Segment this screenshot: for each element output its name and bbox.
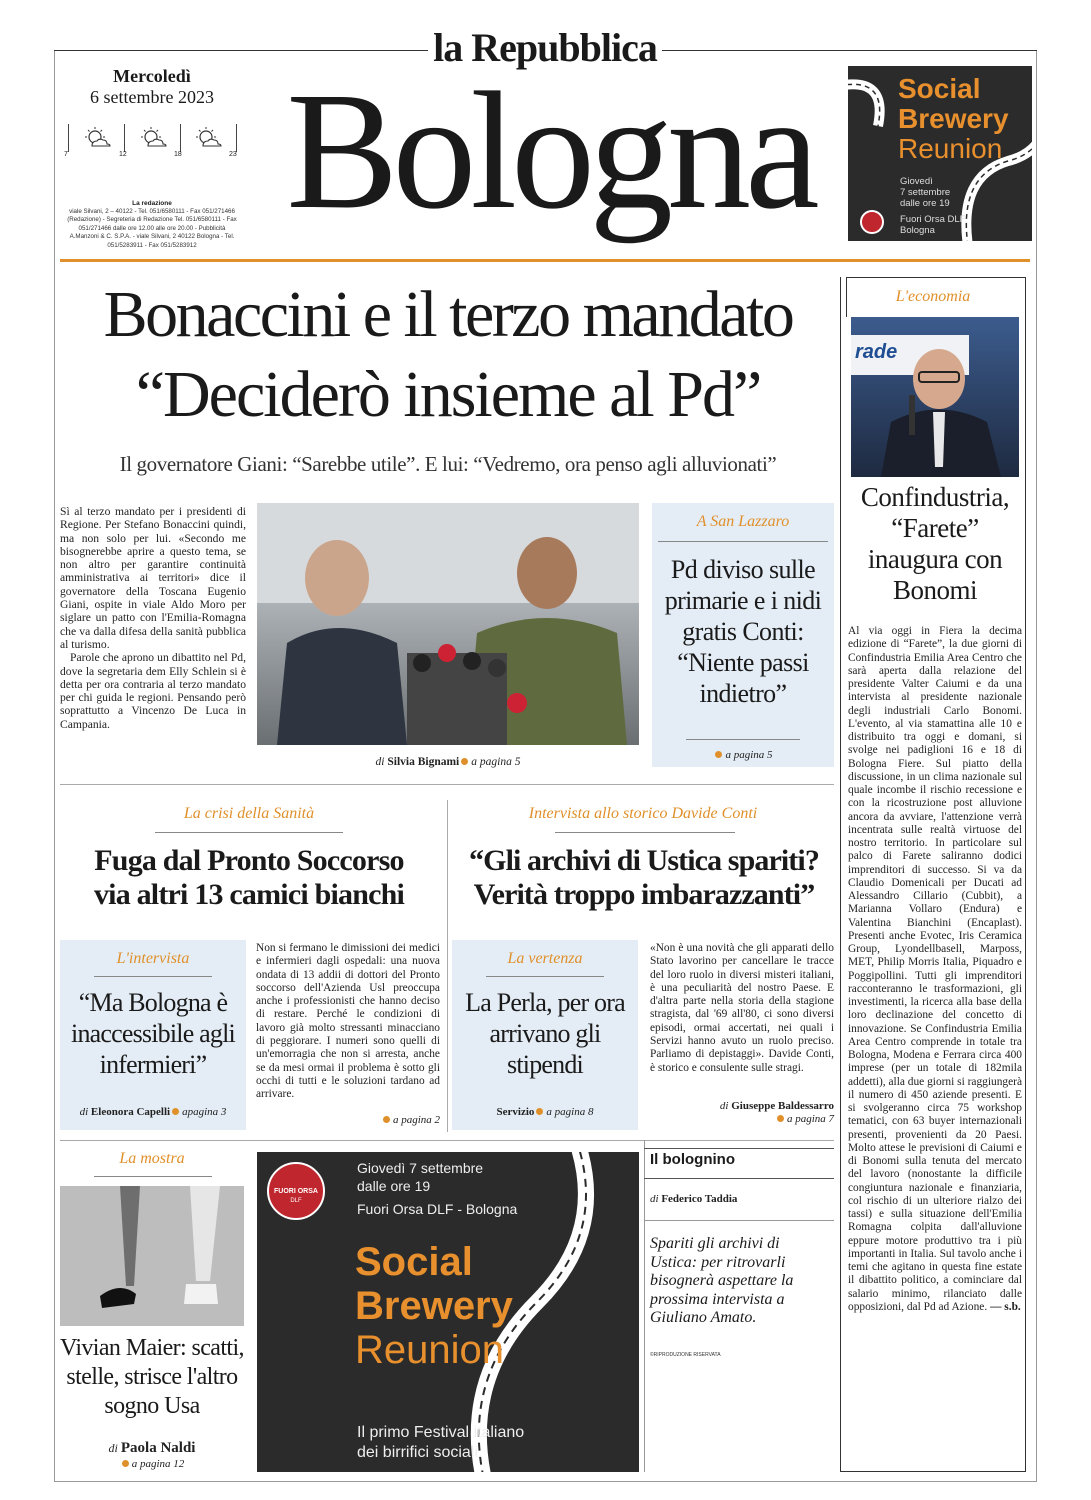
ad-info: dalle ore 19 <box>357 1178 431 1194</box>
byline-author: Giuseppe Baldessarro <box>731 1100 834 1112</box>
ad-title-reunion: Reunion <box>898 133 1003 164</box>
sun-cloud-icon <box>191 126 225 150</box>
page-ref[interactable]: a pagina 5 <box>725 749 773 761</box>
san-lazzaro-panel <box>652 503 834 767</box>
intervista-kicker: L'intervista <box>116 950 190 967</box>
vertenza-kicker: La vertenza <box>507 950 583 967</box>
page-ref[interactable]: a pagina 5 <box>471 756 521 768</box>
lead-body-p2: Parole che aprono un dibattito nel Pd, dove la segretaria dem Elly Schlein si è detta per ora contraria al terzo mandato per chi guida le regioni. Pensando però soprattutto a Vincenzo De Luca in Campania. <box>60 651 246 731</box>
logo-text: FUORI ORSA <box>274 1188 318 1195</box>
bullet-icon <box>172 1108 179 1115</box>
sanita-headline-2[interactable]: via altri 13 camici bianchi <box>93 878 405 911</box>
byline-prefix: di <box>375 756 385 768</box>
byline-prefix: di <box>719 1100 729 1112</box>
masthead-line-right <box>662 50 1037 51</box>
economia-body-text: Al via oggi in Fiera la decima edizione di “Farete”, la due giorni di Confindustria Emilia Area Centro che sarà aperta dalla relazione del presidente Valter Caiumi e da una intervista al presidente nazionale degli industriali Carlo Bonomi. L'evento, al via stamattina alle 10 e distribuito tra oggi e domani, si svolge nei padiglioni 16 e 18 di Bologna Fiere. Sul piatto della discussione, in un clima nazionale sul quale incombe il rischio recessione e con la ricostruzione post alluvione ancora da avviare, l'attenzione verrà incentrata sulle realtà virtuose del nostro territorio. In particolare sul palco di Farete saliranno dodici imprenditori di successo. Si va da Claudio Domenicali per Ducati ad Alessandro Cillario (Cubbit), a Marianna Vollaro (Endura) e Valentina Bianchini (Encaplast). Presenti anche Evotec, Iris Ceramica Group, Lyondellbasell, Marposs, MET, Philip Morris Italia, Piquadro e Poggipollini. Tutti gli imprenditori racconteranno le trasformazioni, gli investimenti, la ricerca alla base della loro declinazione del concetto di innovazione. Se Confindustria Emilia Area Centro comprende in totale tra Bologna, Modena e Ferrara circa 400 imprese (per un totale di 182mila addetti), alla due giorni si raggiungerà il numero di 450 aziende presenti. E si svolgeranno circa 75 workshop tematici, con 63 buyer internazionali presenti, provenienti da 20 Paesi. Molto attese le previsioni di Caiumi e di Bonomi sulla tenuta del mercato del lavoro (nonostante la difficile congiuntura nazionale e finanziaria, col rischio di un ulteriore rialzo dei tassi) e sulla situazione dell'Emilia Romagna colpita dall'alluvione eppure motore produttivo tra i più importanti in Italia. Sul tavolo anche i temi che agitano in questa fine estate il dibattito politico, a cominciare dal salario minimo, rilanciato dalle opposizioni, dal Pd ad Azione. <box>848 625 1022 1313</box>
ad-info: Giovedì <box>900 176 933 187</box>
photo-banner-text: rade <box>855 341 898 363</box>
weather-strip <box>64 124 242 158</box>
ad-tagline: Il primo Festival italiano <box>357 1424 525 1441</box>
lead-body <box>60 505 246 731</box>
edition-title: Bologna <box>286 58 814 244</box>
masthead-line-left <box>54 50 428 51</box>
ad-info: dalle ore 19 <box>900 198 950 209</box>
redazione-text: viale Silvani, 2 – 40122 - Tel. 051/6580111 - Fax 051/271466 (Redazione) - Segreteria di Redazione Tel. 051/6580111 - Fax 051/271466 dalle ore 12.00 alle ore 20.00 - Pubblicità A.Manzoni & C. S.P.A. - viale Silvani, 2 40122 Bologna - Tel. 051/5283911 - Fax 051/5283912 <box>67 208 237 249</box>
ad-title-social: Social <box>898 73 981 104</box>
top-ad[interactable] <box>848 66 1032 241</box>
economia-signature: — s.b. <box>990 1300 1021 1313</box>
san-lazzaro-ref <box>652 749 834 761</box>
page-ref[interactable]: a pagina 8 <box>546 1106 594 1118</box>
ustica-headline-2[interactable]: Verità troppo imbarazzanti” <box>473 878 815 911</box>
bullet-icon <box>461 758 468 765</box>
divider <box>644 1220 834 1221</box>
weather-hour: 7 <box>64 151 68 158</box>
weather-hour: 23 <box>229 151 237 158</box>
divider <box>155 832 343 833</box>
ad-title-reunion: Reunion <box>355 1328 505 1372</box>
byline-author: Federico Taddia <box>661 1193 738 1205</box>
ustica-ref <box>650 1113 834 1125</box>
page-ref[interactable]: a pagina 12 <box>131 1458 185 1470</box>
mostra-photo <box>60 1186 244 1326</box>
intervista-byline <box>60 1106 246 1118</box>
sanita-body: Non si fermano le dimissioni dei medici e infermieri dagli ospedali: una nuova ondata di 13 addii di dottori del Pronto soccorso dell'Azienda Usl preoccupa anche i professionisti che hanno deciso di restare. Perché le condizioni di lavoro già molto stressanti minacciano di peggiorare. I numeri sono quelli di un'emorragia che non si arresta, anche se da mesi ormai il problema è sotto gli occhi di tutti e le soluzioni tardano ad arrivare. <box>256 942 440 1101</box>
bullet-icon <box>536 1108 543 1115</box>
sun-cloud-icon <box>136 126 170 150</box>
page-ref[interactable]: apagina 3 <box>182 1106 227 1118</box>
page-ref[interactable]: a pagina 7 <box>786 1113 834 1125</box>
ad-info: 7 settembre <box>900 187 951 198</box>
bottom-ad[interactable] <box>257 1152 639 1472</box>
divider <box>644 1148 834 1149</box>
lead-subhead: Il governatore Giani: “Sarebbe utile”. E lui: “Vedremo, ora penso agli alluvionati” <box>119 452 777 476</box>
date-weekday: Mercoledì <box>113 66 191 86</box>
redazione-title: La redazione <box>132 200 172 207</box>
weather-divider <box>124 124 125 152</box>
san-lazzaro-kicker: A San Lazzaro <box>696 513 790 530</box>
byline-author: Servizio <box>496 1106 535 1118</box>
ad-tagline: dei birrifici sociali. <box>357 1444 483 1461</box>
economia-headline[interactable]: Confindustria, “Farete” inaugura con Bonomi <box>860 482 1010 605</box>
san-lazzaro-headline[interactable]: Pd diviso sulle primarie e i nidi gratis Conti: “Niente passi indietro” <box>664 555 822 708</box>
logo-sub: DLF <box>290 1198 302 1204</box>
vertenza-panel <box>452 940 638 1130</box>
sanita-kicker: La crisi della Sanità <box>183 805 315 822</box>
ad-title-social: Social <box>355 1240 473 1284</box>
speaker-illustration <box>851 317 1019 477</box>
bolognino-title: Il bolognino <box>650 1151 735 1168</box>
press-conference-illustration <box>257 503 639 745</box>
ad-title-brewery: Brewery <box>898 103 1009 134</box>
legs-photo-illustration <box>60 1186 244 1326</box>
divider <box>555 832 735 833</box>
divider <box>94 1176 212 1177</box>
ad-title-brewery: Brewery <box>355 1284 513 1328</box>
ad-venue: Bologna <box>900 225 935 236</box>
weather-divider <box>68 124 69 152</box>
byline-author: Silvia Bignami <box>387 756 460 768</box>
divider <box>686 739 800 740</box>
weather-divider <box>236 124 237 152</box>
ad-info: Giovedì 7 settembre <box>357 1160 484 1176</box>
ustica-byline <box>650 1100 834 1112</box>
sun-cloud-icon <box>80 126 114 150</box>
bullet-icon <box>715 751 722 758</box>
economia-body <box>848 625 1022 1314</box>
date-full: 6 settembre 2023 <box>90 87 214 107</box>
lead-byline <box>257 756 639 768</box>
masthead-rule <box>60 259 1030 262</box>
bullet-icon <box>777 1115 784 1122</box>
ad-venue: Fuori Orsa DLF <box>900 214 966 225</box>
intervista-panel <box>60 940 246 1130</box>
lead-headline-2: “Deciderò insieme al Pd” <box>135 358 761 431</box>
bullet-icon <box>122 1460 129 1467</box>
byline-author: Paola Naldi <box>120 1440 196 1456</box>
lead-photo <box>257 503 639 745</box>
ad-logo-icon <box>860 210 884 234</box>
mostra-byline <box>60 1440 244 1457</box>
bolognino-copyright: ©RIPRODUZIONE RISERVATA <box>650 1352 721 1358</box>
brand-logo: la Repubblica <box>433 25 657 70</box>
sanita-ref <box>256 1114 440 1126</box>
weather-hour: 18 <box>174 151 182 158</box>
divider <box>644 1178 834 1179</box>
vertenza-byline <box>452 1106 638 1118</box>
page-ref[interactable]: a pagina 2 <box>392 1114 440 1126</box>
byline-prefix: di <box>650 1193 659 1205</box>
sanita-headline-1[interactable]: Fuga dal Pronto Soccorso <box>94 844 404 877</box>
section-divider <box>60 784 834 785</box>
bolognino-text: Spariti gli archivi di Ustica: per ritrovarli bisognerà aspettare la prossima intervista a Giuliano Amato. <box>650 1235 794 1327</box>
mostra-headline[interactable]: Vivian Maier: scatti, stelle, strisce l'altro sogno Usa <box>60 1335 244 1419</box>
ustica-body: «Non è una novità che gli apparati dello Stato lavorino per cancellare le tracce del loro ruolo in diversi misteri italiani, è una peculiarità del nostro Paese. E d'altra parte nella storia della stagione stragista, dal '69 all'80, ci sono diversi episodi, ormai accertati, nei quali i Servizi hanno avuto un ruolo preciso. Parliamo di depistaggi». Davide Conti, è storico e consulente sulle stragi. <box>650 942 834 1074</box>
ustica-kicker: Intervista allo storico Davide Conti <box>528 805 758 822</box>
mostra-kicker: La mostra <box>119 1150 185 1167</box>
weather-divider <box>180 124 181 152</box>
byline-author: Eleonora Capelli <box>90 1106 171 1118</box>
byline-prefix: di <box>108 1441 118 1455</box>
column-divider <box>447 800 448 1132</box>
ustica-headline-1[interactable]: “Gli archivi di Ustica spariti? <box>469 844 819 877</box>
ad-info: Fuori Orsa DLF - Bologna <box>357 1201 518 1217</box>
economia-photo <box>851 317 1019 477</box>
weather-hour: 12 <box>119 151 127 158</box>
lead-body-p1: Sì al terzo mandato per i presidenti di Regione. Per Stefano Bonaccini quindi, ma non solo per lui. «Secondo me bisognerebbe aprire a questo tema, se non altro per garantire continuità amministrativa ai territori» dice il governatore della Toscana Eugenio Giani, ospite in viale Aldo Moro per siglare un patto con l'Emilia-Romagna che va dalla difesa della sanità pubblica al turismo. <box>60 505 246 651</box>
mostra-ref <box>60 1458 244 1470</box>
economia-kicker: L'economia <box>895 288 971 305</box>
bullet-icon <box>383 1116 390 1123</box>
bolognino-byline <box>650 1193 737 1205</box>
vertenza-headline[interactable]: La Perla, per ora arrivano gli stipendi <box>465 988 625 1079</box>
lead-headline-1: Bonaccini e il terzo mandato <box>103 278 793 351</box>
byline-prefix: di <box>79 1106 89 1118</box>
intervista-headline[interactable]: “Ma Bologna è inaccessibile agli infermieri” <box>71 988 235 1079</box>
